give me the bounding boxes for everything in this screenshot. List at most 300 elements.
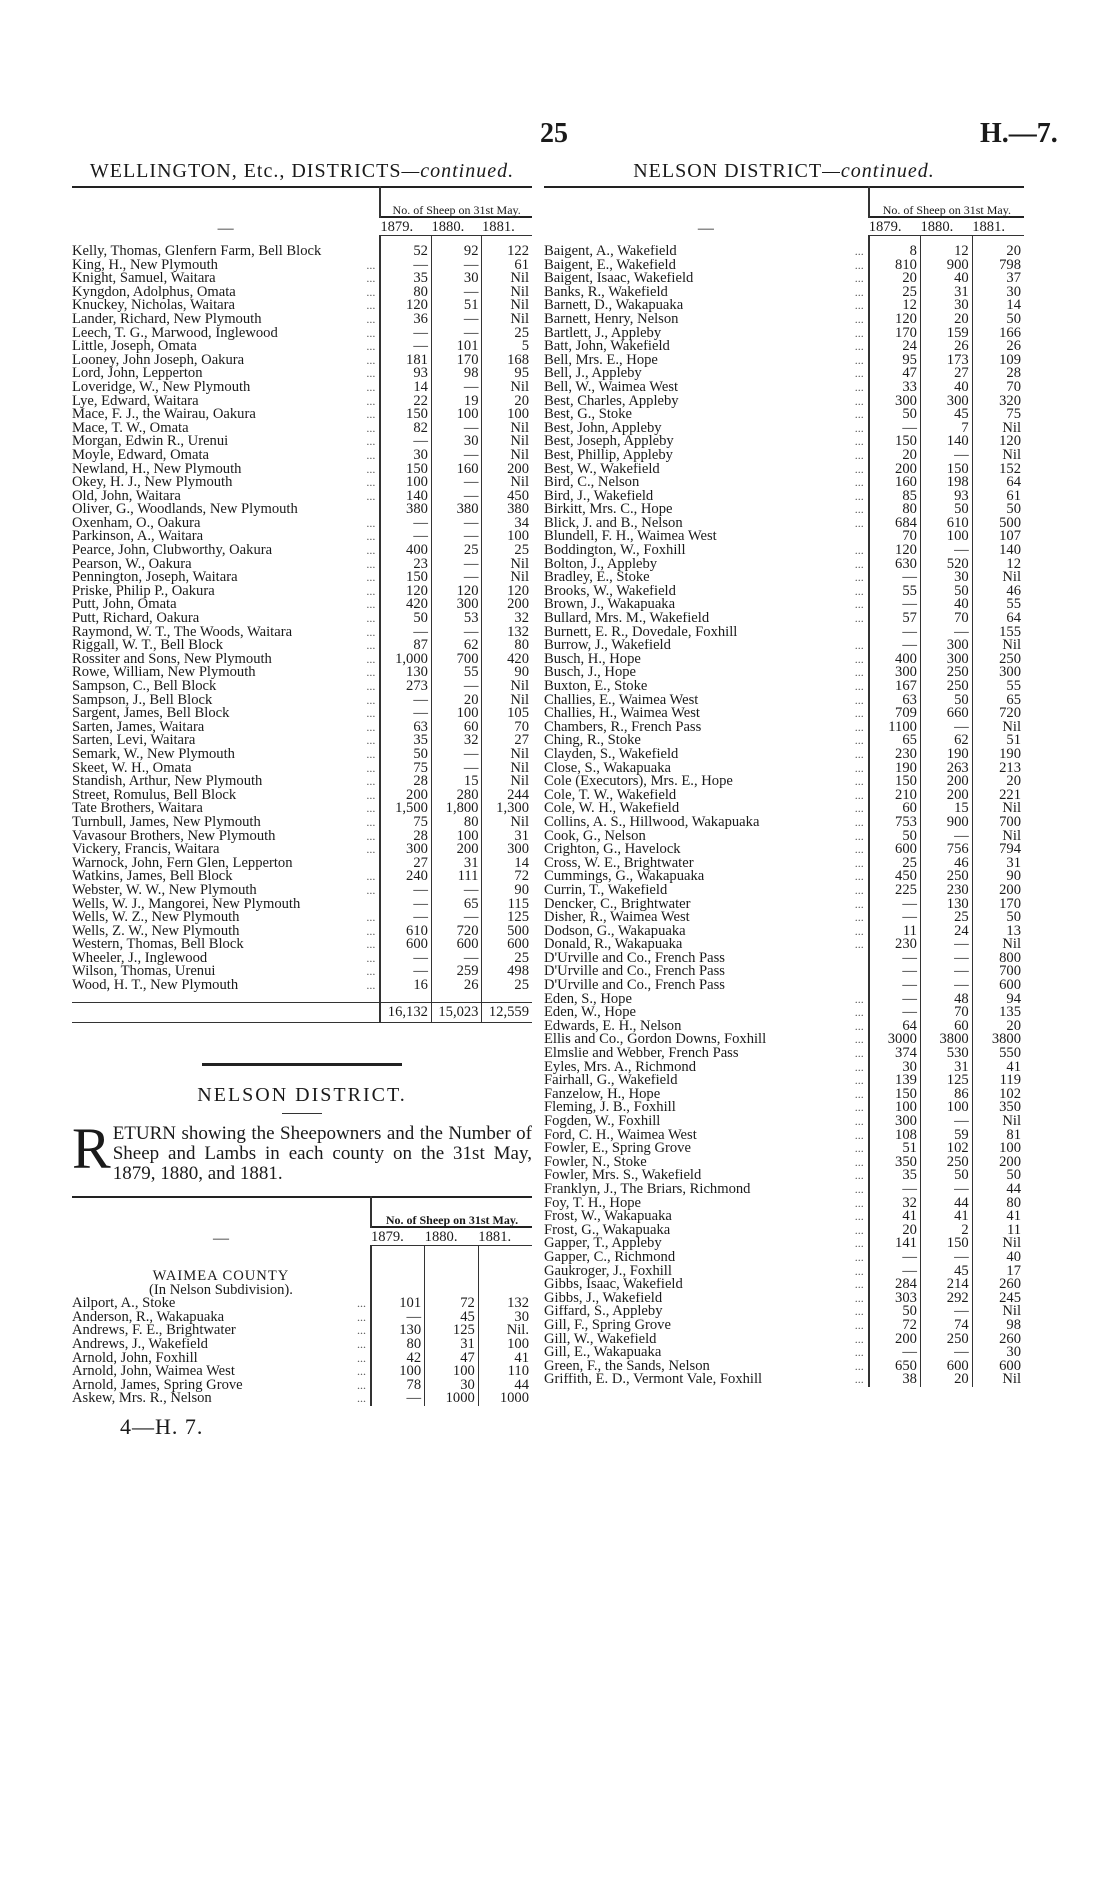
leader-dots <box>838 965 869 979</box>
sheep-count-1881: 5 <box>482 340 532 354</box>
sheep-count-1879: — <box>380 694 431 708</box>
sheep-count-1879: 52 <box>380 245 431 259</box>
sheep-count-1880: 198 <box>920 476 972 490</box>
sheep-count-1879: 50 <box>869 830 921 844</box>
sheep-count-1879: 27 <box>380 857 431 871</box>
sheep-count-1879: — <box>869 598 921 612</box>
sheep-count-1879: — <box>869 993 921 1007</box>
waimea-year-1881: 1881. <box>478 1227 532 1245</box>
sheep-count-1880: 120 <box>431 585 482 599</box>
nelson-row <box>544 1156 1024 1170</box>
sheep-count-1881: Nil <box>482 680 532 694</box>
leader-dots: ... <box>854 1101 864 1115</box>
leader-dots: ... <box>366 979 376 993</box>
leader-dots: ... <box>854 707 864 721</box>
nelson-row <box>544 762 1024 776</box>
sheep-count-1881: 380 <box>482 503 532 517</box>
owner-name: Mace, T. W., Omata <box>72 421 189 436</box>
sheep-count-1880: — <box>920 626 972 640</box>
sheep-count-1881: Nil <box>972 639 1024 653</box>
sheep-count-1879: — <box>869 979 921 993</box>
sheep-count-1880: 65 <box>431 898 482 912</box>
sheep-count-1880: — <box>431 517 482 531</box>
wellington-row <box>72 299 532 313</box>
sheep-count-1879: 130 <box>371 1324 425 1338</box>
wellington-row <box>72 857 532 871</box>
sheep-count-1881: 135 <box>972 1006 1024 1020</box>
totals-row <box>72 1003 532 1023</box>
sheep-count-1880: 51 <box>431 299 482 313</box>
sheep-count-1881: 700 <box>972 816 1024 830</box>
sheep-count-1879: 150 <box>869 1088 921 1102</box>
sheep-count-1880: 230 <box>920 884 972 898</box>
owner-name: Batt, John, Wakefield <box>544 340 670 354</box>
sheep-count-1881: Nil <box>972 802 1024 816</box>
owner-name: Eden, S., Hope <box>544 992 632 1007</box>
sheep-count-1881: Nil <box>972 422 1024 436</box>
sheep-count-1880: — <box>431 748 482 762</box>
sheep-count-1880: 102 <box>920 1142 972 1156</box>
leader-dots: ... <box>854 815 864 829</box>
sheep-count-1881: 166 <box>972 327 1024 341</box>
leader-dots: ... <box>356 1378 366 1392</box>
leader-dots <box>838 952 869 966</box>
nelson-row <box>544 911 1024 925</box>
nelson-row <box>544 612 1024 626</box>
sheep-count-1880: 40 <box>920 381 972 395</box>
sheep-count-1881: 3800 <box>972 1033 1024 1047</box>
sheep-count-1879: — <box>869 639 921 653</box>
sheep-count-1881: 44 <box>478 1379 532 1393</box>
leader-dots: ... <box>366 870 376 884</box>
nelson-row <box>544 1278 1024 1292</box>
sheep-count-1881: 250 <box>972 653 1024 667</box>
leader-dots: ... <box>854 1087 864 1101</box>
sheep-count-1879: 63 <box>869 694 921 708</box>
leader-dots: ... <box>854 1291 864 1305</box>
owner-name: Warnock, John, Fern Glen, Lepperton <box>72 856 293 871</box>
sheep-count-1880: 150 <box>920 463 972 477</box>
owner-name: Cook, G., Nelson <box>544 829 646 844</box>
sheep-count-1881: Nil <box>482 762 532 776</box>
sheep-count-1879: 60 <box>869 802 921 816</box>
sheep-count-1881: 55 <box>972 680 1024 694</box>
left-section-title <box>72 160 532 186</box>
nelson-row <box>544 898 1024 912</box>
nelson-row <box>544 1020 1024 1034</box>
sheep-count-1881: Nil <box>482 286 532 300</box>
sheep-count-1880: 40 <box>920 272 972 286</box>
sheep-count-1881: 794 <box>972 843 1024 857</box>
owner-name: Griffith, E. D., Vermont Vale, Foxhill <box>544 1373 763 1387</box>
leader-dots: ... <box>854 1128 864 1142</box>
leader-dots: ... <box>854 924 864 938</box>
sheep-count-1879: 600 <box>380 938 431 952</box>
intro-text: ETURN showing the Sheepowners and the Number of Sheep and Lambs in each county on the 31st May, 1879, 1880, and 1881. <box>112 1123 532 1185</box>
owner-name: Knuckey, Nicholas, Waitara <box>72 299 235 313</box>
sheep-count-1881: 107 <box>972 530 1024 544</box>
sheep-count-1881: 70 <box>972 381 1024 395</box>
wellington-row <box>72 313 532 327</box>
wellington-row <box>72 598 532 612</box>
sheep-count-1881: 81 <box>972 1129 1024 1143</box>
leader-dots: ... <box>366 544 376 558</box>
sheep-count-1880: 380 <box>431 503 482 517</box>
owner-name: Putt, Richard, Oakura <box>72 612 200 626</box>
sheep-count-1880: 173 <box>920 354 972 368</box>
sheep-count-1881: 50 <box>972 313 1024 327</box>
leader-dots: ... <box>366 788 376 802</box>
sheep-count-1880: 200 <box>920 775 972 789</box>
sheep-count-1881: 34 <box>482 517 532 531</box>
nelson-row <box>544 1101 1024 1115</box>
leader-dots: ... <box>854 476 864 490</box>
owner-name: Western, Thomas, Bell Block <box>72 938 244 952</box>
sheep-count-1879: 130 <box>380 666 431 680</box>
leader-dots: ... <box>854 1142 864 1156</box>
nelson-row <box>544 476 1024 490</box>
sheep-count-1880: 70 <box>920 1006 972 1020</box>
nelson-row <box>544 802 1024 816</box>
owner-name: Gill, F., Spring Grove <box>544 1318 671 1333</box>
sheep-count-1879: 160 <box>869 476 921 490</box>
nelson-row <box>544 639 1024 653</box>
sheep-count-1880: — <box>920 938 972 952</box>
nelson-row <box>544 830 1024 844</box>
owner-name: Parkinson, A., Waitara <box>72 530 204 545</box>
owner-name: Wells, Z. W., New Plymouth <box>72 924 240 939</box>
leader-dots: ... <box>366 911 376 925</box>
sheep-count-1881: 72 <box>482 870 532 884</box>
leader-dots: ... <box>366 571 376 585</box>
nelson-row <box>544 1129 1024 1143</box>
nelson-row <box>544 1142 1024 1156</box>
sheep-count-1881: 168 <box>482 354 532 368</box>
sheep-count-1880: 100 <box>920 1101 972 1115</box>
sheep-count-1881: 25 <box>482 327 532 341</box>
sheep-count-1880: 31 <box>920 286 972 300</box>
sheep-count-1879: 230 <box>869 748 921 762</box>
owner-name: Franklyn, J., The Briars, Richmond <box>544 1182 751 1197</box>
nelson-row <box>544 789 1024 803</box>
nelson-row <box>544 666 1024 680</box>
sheep-count-1880: 3800 <box>920 1033 972 1047</box>
sheep-count-1879: 120 <box>869 313 921 327</box>
sheep-count-1881: 41 <box>972 1210 1024 1224</box>
sheep-count-1879: 36 <box>380 313 431 327</box>
leader-dots: ... <box>854 367 864 381</box>
sheep-count-1879: 25 <box>869 286 921 300</box>
owner-name: Okey, H. J., New Plymouth <box>72 476 233 490</box>
sheep-count-1880: 610 <box>920 517 972 531</box>
sheep-count-1880: 280 <box>431 789 482 803</box>
sheep-count-1879: — <box>380 707 431 721</box>
sheep-count-1881: 125 <box>482 911 532 925</box>
sheep-count-1879: 200 <box>869 1333 921 1347</box>
sheep-count-1881: 31 <box>972 857 1024 871</box>
right-title-continued: —continued. <box>822 160 935 182</box>
wellington-row <box>72 802 532 816</box>
sheep-count-1880: 60 <box>920 1020 972 1034</box>
right-section-title <box>544 160 1024 186</box>
nelson-row <box>544 1265 1024 1279</box>
sheep-count-1881: 50 <box>972 503 1024 517</box>
leader-dots <box>838 979 869 993</box>
nelson-district-heading: NELSON DISTRICT. <box>197 1084 407 1107</box>
leader-dots: ... <box>366 761 376 775</box>
sheep-count-1880: 159 <box>920 327 972 341</box>
leader-dots: ... <box>854 326 864 340</box>
leader-dots: ... <box>366 829 376 843</box>
sheep-count-1879: — <box>869 952 921 966</box>
owner-name: Barnett, D., Wakapuaka <box>544 299 684 313</box>
nelson-row <box>544 1237 1024 1251</box>
owner-name: Oliver, G., Woodlands, New Plymouth <box>72 503 298 517</box>
sheep-count-1880: 125 <box>425 1324 479 1338</box>
sheep-count-1879: 95 <box>869 354 921 368</box>
owner-name: D'Urville and Co., French Pass <box>544 965 725 980</box>
owner-name: Pearce, John, Clubworthy, Oakura <box>72 544 273 558</box>
waimea-row <box>72 1392 532 1406</box>
owner-name: Fairhall, G., Wakefield <box>544 1074 678 1088</box>
leader-dots: ... <box>854 883 864 897</box>
sheep-count-1881: Nil <box>482 816 532 830</box>
sheep-count-1881: 61 <box>482 259 532 273</box>
wellington-row <box>72 245 532 259</box>
owner-name: Busch, J., Hope <box>544 666 637 680</box>
owner-name: Kelly, Thomas, Glenfern Farm, Bell Block <box>72 245 322 259</box>
sheep-count-1879: 1,500 <box>380 802 431 816</box>
sheep-count-1881: 40 <box>972 1251 1024 1265</box>
sheep-count-1879: — <box>869 422 921 436</box>
sheep-count-1881: Nil <box>972 1373 1024 1387</box>
owner-name: Bell, Mrs. E., Hope <box>544 353 658 368</box>
sheep-count-1879: 120 <box>380 299 431 313</box>
left-year-1879: 1879. <box>380 217 431 235</box>
sheep-count-1880: 600 <box>431 938 482 952</box>
leader-dots: ... <box>366 924 376 938</box>
sheep-count-1880: 45 <box>920 408 972 422</box>
sheep-count-1879: 150 <box>869 435 921 449</box>
sheep-count-1880: 101 <box>431 340 482 354</box>
sheep-count-1881: Nil <box>482 775 532 789</box>
wellington-row <box>72 626 532 640</box>
owner-name: Elmslie and Webber, French Pass <box>544 1047 739 1061</box>
leader-dots: ... <box>854 258 864 272</box>
sheep-count-1880: 100 <box>431 830 482 844</box>
sheep-count-1879: 30 <box>380 449 431 463</box>
wellington-row <box>72 816 532 830</box>
nelson-row <box>544 286 1024 300</box>
leader-dots: ... <box>854 1047 864 1061</box>
owner-name: Eyles, Mrs. A., Richmond <box>544 1060 697 1075</box>
leader-dots: ... <box>854 299 864 313</box>
wellington-row <box>72 762 532 776</box>
sheep-count-1881: 140 <box>972 544 1024 558</box>
nelson-row <box>544 870 1024 884</box>
sheep-count-1879: 32 <box>869 1197 921 1211</box>
sheep-count-1881: Nil <box>482 313 532 327</box>
sheep-count-1881: 41 <box>972 1061 1024 1075</box>
leader-dots: ... <box>854 666 864 680</box>
owner-name: Street, Romulus, Bell Block <box>72 788 237 803</box>
sheep-count-1879: 380 <box>380 503 431 517</box>
leader-dots: ... <box>366 312 376 326</box>
owner-name: Wells, W. J., Mangorei, New Plymouth <box>72 897 301 912</box>
owner-name: Sampson, J., Bell Block <box>72 693 213 708</box>
owner-name: Fogden, W., Foxhill <box>544 1115 661 1129</box>
sheep-count-1879: 70 <box>869 530 921 544</box>
owner-name: Gill, E., Wakapuaka <box>544 1346 662 1360</box>
sheep-count-1880: 130 <box>920 898 972 912</box>
leader-dots: ... <box>854 584 864 598</box>
sheep-count-1881: 98 <box>972 1319 1024 1333</box>
leader-dots: ... <box>356 1337 366 1351</box>
section-divider <box>202 1063 402 1066</box>
left-header-dash: — <box>217 220 234 235</box>
sheep-count-1880: 30 <box>425 1379 479 1393</box>
owner-name: Gapper, T., Appleby <box>544 1237 662 1251</box>
sheep-count-1879: 22 <box>380 395 431 409</box>
owner-name: Edwards, E. H., Nelson <box>544 1019 682 1034</box>
leader-dots: ... <box>854 693 864 707</box>
nelson-row <box>544 503 1024 517</box>
owner-name: Leech, T. G., Marwood, Inglewood <box>72 326 278 341</box>
nelson-row <box>544 313 1024 327</box>
leader-dots: ... <box>854 1373 864 1387</box>
leader-dots: ... <box>854 992 864 1006</box>
sheep-count-1880: 300 <box>920 653 972 667</box>
sheep-count-1880: — <box>431 558 482 572</box>
sheep-count-1879: — <box>380 530 431 544</box>
sheep-count-1881: 20 <box>972 245 1024 259</box>
sheep-count-1880: 170 <box>431 354 482 368</box>
owner-name: Lord, John, Lepperton <box>72 367 203 381</box>
sheep-count-1880: 100 <box>425 1365 479 1379</box>
owner-name: Anderson, R., Wakapuaka <box>72 1310 225 1325</box>
leader-dots: ... <box>854 829 864 843</box>
leader-dots: ... <box>366 720 376 734</box>
sheep-count-1879: 20 <box>869 449 921 463</box>
owner-name: Gibbs, Isaac, Wakefield <box>544 1278 683 1292</box>
owner-name: Currin, T., Wakefield <box>544 883 668 898</box>
wellington-row <box>72 707 532 721</box>
leader-dots: ... <box>854 272 864 286</box>
leader-dots: ... <box>366 680 376 693</box>
sheep-count-1880: 100 <box>920 530 972 544</box>
nelson-row <box>544 422 1024 436</box>
nelson-row <box>544 694 1024 708</box>
nelson-row <box>544 1033 1024 1047</box>
sheep-count-1879: 38 <box>869 1373 921 1387</box>
owner-name: D'Urville and Co., French Pass <box>544 951 725 966</box>
nelson-row <box>544 884 1024 898</box>
owner-name: Bolton, J., Appleby <box>544 557 658 572</box>
nelson-row <box>544 1360 1024 1374</box>
sheep-count-1881: 100 <box>482 530 532 544</box>
leader-dots: ... <box>854 747 864 761</box>
sheep-count-1880: 530 <box>920 1047 972 1061</box>
sheep-count-1880: 62 <box>431 639 482 653</box>
leader-dots: ... <box>854 788 864 802</box>
leader-dots: ... <box>854 245 864 258</box>
sheep-count-1880: 26 <box>920 340 972 354</box>
owner-name: Oxenham, O., Oakura <box>72 516 201 531</box>
sheep-count-1880: 2 <box>920 1224 972 1238</box>
leader-dots: ... <box>854 1359 864 1373</box>
sheep-count-1879: 420 <box>380 598 431 612</box>
total-1880: 15,023 <box>431 1003 482 1023</box>
waimea-row <box>72 1311 532 1325</box>
leader-dots: ... <box>366 938 376 952</box>
sheep-count-1879: 753 <box>869 816 921 830</box>
nelson-row <box>544 680 1024 694</box>
owner-name: Fleming, J. B., Foxhill <box>544 1101 676 1115</box>
sheep-count-1879: 450 <box>869 870 921 884</box>
sheep-count-1880: 26 <box>431 979 482 993</box>
leader-dots: ... <box>854 1196 864 1210</box>
nelson-row <box>544 490 1024 504</box>
leader-dots: ... <box>854 1346 864 1360</box>
sheep-count-1879: 810 <box>869 259 921 273</box>
sheep-count-1880: 15 <box>920 802 972 816</box>
nelson-row <box>544 938 1024 952</box>
nelson-row <box>544 272 1024 286</box>
sheep-count-1881: 155 <box>972 626 1024 640</box>
sheep-count-1880: — <box>920 952 972 966</box>
wellington-row <box>72 422 532 436</box>
sheep-count-1881: Nil <box>482 449 532 463</box>
sheep-count-1879: 273 <box>380 680 431 694</box>
leader-dots: ... <box>366 448 376 462</box>
wellington-row <box>72 789 532 803</box>
sheep-count-1879: 35 <box>869 1169 921 1183</box>
sheep-count-1880: — <box>920 544 972 558</box>
sheep-count-1880: — <box>431 476 482 490</box>
wellington-row <box>72 680 532 694</box>
sheep-count-1880: 292 <box>920 1292 972 1306</box>
leader-dots <box>357 245 380 259</box>
sheep-count-1879: 709 <box>869 707 921 721</box>
sheep-count-1880: — <box>920 979 972 993</box>
leader-dots: ... <box>366 693 376 707</box>
sheep-count-1881: 80 <box>972 1197 1024 1211</box>
sheep-count-1881: Nil <box>482 748 532 762</box>
owner-name: Bell, J., Appleby <box>544 367 642 381</box>
sheep-count-1880: 1,800 <box>431 802 482 816</box>
sheep-count-1880: 47 <box>425 1352 479 1366</box>
sheep-count-1881: 120 <box>482 585 532 599</box>
wellington-row <box>72 530 532 544</box>
owner-name: Foy, T. H., Hope <box>544 1196 642 1211</box>
sheep-count-1881: 105 <box>482 707 532 721</box>
sheep-count-1880: — <box>431 286 482 300</box>
nelson-row <box>544 1251 1024 1265</box>
leader-dots <box>838 626 869 640</box>
sheep-count-1879: — <box>869 911 921 925</box>
sheep-count-1880: 140 <box>920 435 972 449</box>
sheep-count-1881: Nil <box>482 694 532 708</box>
right-year-1881: 1881. <box>972 217 1024 235</box>
owner-name: Eden, W., Hope <box>544 1006 637 1020</box>
owner-name: Arnold, James, Spring Grove <box>72 1378 243 1393</box>
owner-name: Turnbull, James, New Plymouth <box>72 815 261 830</box>
sheep-count-1881: 41 <box>478 1352 532 1366</box>
leader-dots: ... <box>854 598 864 612</box>
sheep-count-1881: Nil <box>972 1115 1024 1129</box>
owner-name: Fowler, N., Stoke <box>544 1155 647 1170</box>
sheep-count-1879: 170 <box>869 327 921 341</box>
